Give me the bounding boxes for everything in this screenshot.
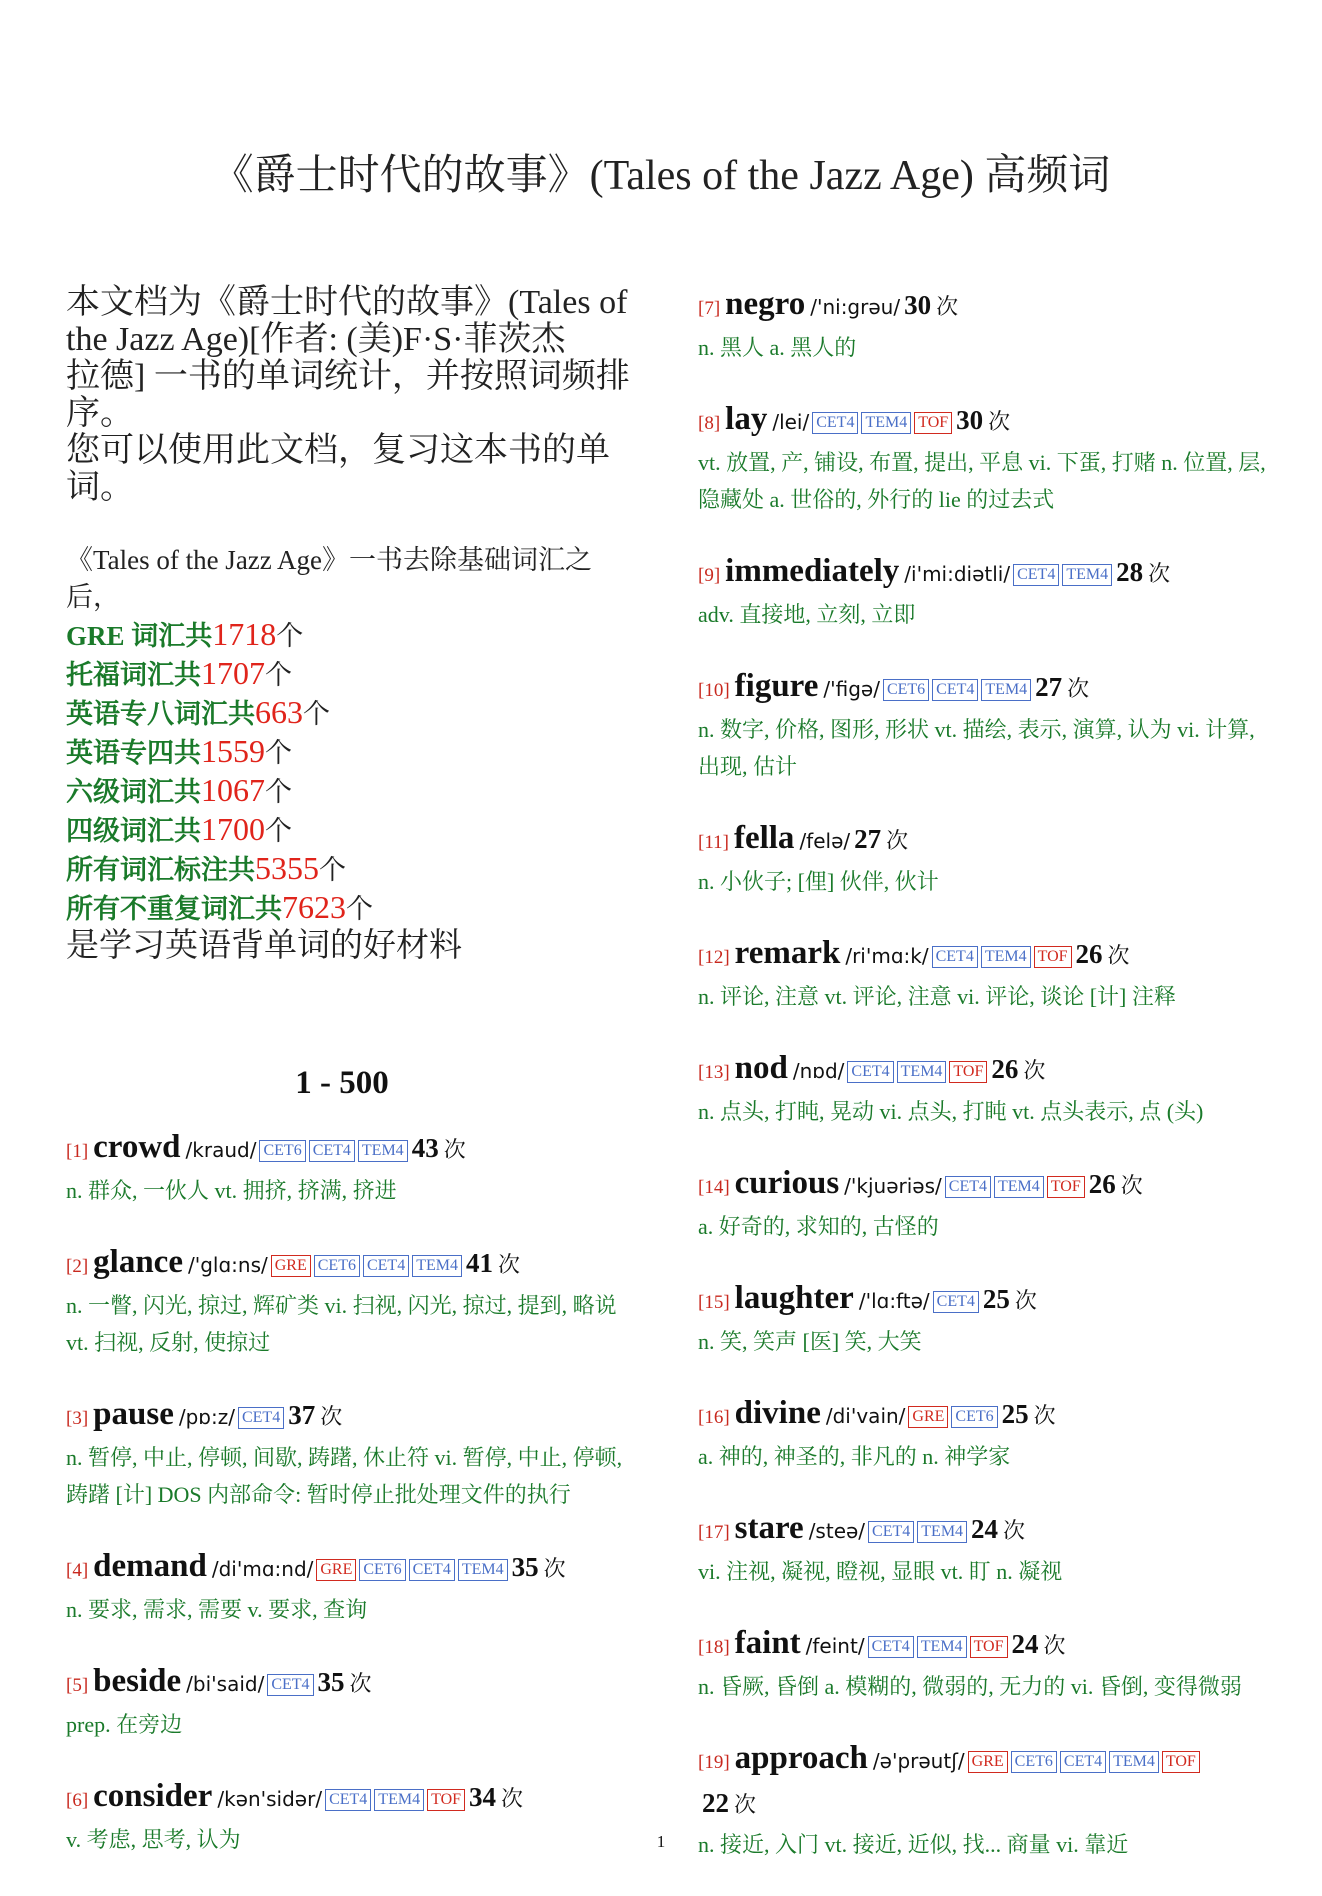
exam-tag-tem4: TEM4: [1062, 564, 1112, 586]
exam-tag-cet6: CET6: [1011, 1751, 1057, 1773]
exam-tag-cet4: CET4: [1060, 1751, 1106, 1773]
frequency-unit: 次: [1148, 561, 1171, 586]
entry-head: [66, 1127, 638, 1172]
stat-unit: 个: [265, 660, 292, 690]
entry-word: beside: [93, 1663, 182, 1699]
entry-rank: [5]: [66, 1675, 89, 1696]
entry-definition: n. 评论, 注意 vt. 评论, 注意 vi. 评论, 谈论 [计] 注释: [698, 984, 1176, 1009]
stat-all-unique: [66, 889, 638, 928]
entry-head: [66, 1242, 638, 1287]
frequency-unit: 次: [734, 1792, 757, 1817]
entry-head: [66, 1661, 638, 1706]
frequency-unit: 次: [988, 409, 1011, 434]
stat-label: 英语专八词汇共: [66, 699, 255, 729]
entry-rank: [8]: [698, 413, 721, 434]
entry-rank: [4]: [66, 1560, 89, 1581]
entry-head: [698, 551, 1278, 596]
frequency-unit: 次: [936, 294, 959, 319]
exam-tag-tem4: TEM4: [358, 1140, 408, 1162]
entry-head: [698, 666, 1278, 711]
entry-frequency: 27: [1035, 672, 1063, 702]
exam-tag-gre: GRE: [908, 1406, 948, 1428]
exam-tag-cet4: CET4: [933, 1291, 979, 1313]
entry-frequency: 37: [288, 1400, 316, 1430]
entry-frequency: 22: [702, 1788, 729, 1818]
entry-definition: a. 神的, 神圣的, 非凡的 n. 神学家: [698, 1444, 1011, 1469]
entry-definition: vt. 放置, 产, 铺设, 布置, 提出, 平息 vi. 下蛋, 打赌 n. 位置, 层, 隐藏处 a. 世俗的, 外行的 lie 的过去式: [698, 450, 1266, 512]
stat-unit: 个: [265, 777, 292, 807]
page-title: 《爵士时代的故事》(Tales of the Jazz Age) 高频词: [211, 153, 1111, 199]
page-number: 1: [656, 1832, 666, 1851]
entry-phonetic: /felə/: [799, 829, 851, 853]
entry-phonetic: /steə/: [808, 1519, 866, 1543]
exam-tag-tem4: TEM4: [981, 679, 1031, 701]
entry-frequency: 24: [1011, 1629, 1039, 1659]
entry-frequency: 34: [469, 1782, 497, 1812]
stat-count: 1718: [212, 616, 277, 652]
entry-definition: v. 考虑, 思考, 认为: [66, 1827, 241, 1852]
word-entry: [698, 1393, 1278, 1475]
entry-word: faint: [734, 1625, 801, 1661]
word-entry: [698, 666, 1278, 785]
frequency-unit: 次: [1023, 1058, 1046, 1083]
frequency-unit: 次: [349, 1671, 372, 1696]
word-entry: [66, 1242, 638, 1361]
entry-rank: [16]: [698, 1407, 730, 1428]
frequency-unit: 次: [320, 1404, 343, 1429]
entry-phonetic: /di'vain/: [825, 1404, 906, 1428]
entry-frequency: 25: [1001, 1399, 1029, 1429]
entry-word: consider: [93, 1778, 213, 1814]
entry-phonetic: /di'mɑ:nd/: [211, 1557, 314, 1581]
exam-tag-tem4: TEM4: [412, 1255, 462, 1277]
word-entry: [66, 1661, 638, 1743]
entry-frequency: 41: [465, 1248, 493, 1278]
exam-tag-cet4: CET4: [932, 946, 978, 968]
entry-rank: [17]: [698, 1522, 730, 1543]
entry-word: negro: [725, 286, 806, 322]
exam-tag-gre: GRE: [968, 1751, 1008, 1773]
stats-lead: 《Tales of the Jazz Age》一书去除基础词汇之后，: [66, 545, 593, 612]
stat-count: 5355: [255, 850, 319, 886]
intro-line: 本文档为《爵士时代的故事》(Tales of: [66, 284, 628, 321]
stat-unit: 个: [319, 855, 346, 885]
stat-count: 1067: [201, 772, 265, 808]
entry-rank: [2]: [66, 1256, 89, 1277]
frequency-unit: 次: [1003, 1518, 1026, 1543]
stat-label: 英语专四共: [66, 738, 201, 768]
entry-definition: n. 要求, 需求, 需要 v. 要求, 查询: [66, 1597, 368, 1622]
entry-word: remark: [734, 935, 841, 971]
word-entry: [698, 818, 1278, 900]
intro-paragraph: [66, 284, 638, 506]
frequency-unit: 次: [886, 828, 909, 853]
exam-tag-tem4: TEM4: [994, 1176, 1044, 1198]
entry-rank: [15]: [698, 1292, 730, 1313]
frequency-unit: 次: [1033, 1403, 1056, 1428]
stat-label: 托福词汇共: [66, 660, 201, 690]
entry-rank: [14]: [698, 1177, 730, 1198]
entry-word: nod: [734, 1050, 788, 1086]
word-entry: [698, 1278, 1278, 1360]
entry-frequency-line: [698, 1783, 1278, 1826]
entry-definition: n. 暂停, 中止, 停顿, 间歇, 踌躇, 休止符 vi. 暂停, 中止, 停顿, 踌躇 [计] DOS 内部命令: 暂时停止批处理文件的执行: [66, 1445, 623, 1507]
exam-tag-tof: TOF: [1034, 946, 1072, 968]
exam-tag-cet4: CET4: [267, 1674, 313, 1696]
word-entry: [698, 1163, 1278, 1245]
entry-head: [66, 1394, 638, 1439]
entry-phonetic: /ə'prəutʃ/: [872, 1749, 965, 1773]
entry-word: divine: [734, 1395, 821, 1431]
entry-definition: n. 接近, 入门 vt. 接近, 近似, 找... 商量 vi. 靠近: [698, 1832, 1129, 1857]
frequency-unit: 次: [501, 1786, 524, 1811]
stat-count: 7623: [282, 889, 346, 925]
entry-phonetic: /nɒd/: [792, 1059, 845, 1083]
stat-cet6: [66, 772, 638, 811]
entry-phonetic: /lei/: [772, 410, 810, 434]
stat-label: 六级词汇共: [66, 777, 201, 807]
entry-definition: n. 点头, 打盹, 晃动 vi. 点头, 打盹 vt. 点头表示, 点 (头): [698, 1099, 1204, 1124]
entry-definition: n. 小伙子; [俚] 伙伴, 伙计: [698, 869, 939, 894]
exam-tag-cet4: CET4: [868, 1636, 914, 1658]
entry-frequency: 43: [411, 1133, 439, 1163]
frequency-unit: 次: [1067, 676, 1090, 701]
intro-line: 序。: [66, 395, 134, 432]
stat-gre: [66, 616, 638, 655]
stat-unit: 个: [276, 621, 304, 651]
exam-tag-tof: TOF: [949, 1061, 987, 1083]
exam-tag-tof: TOF: [1162, 1751, 1200, 1773]
entry-head: [698, 1163, 1278, 1208]
entry-definition: n. 数字, 价格, 图形, 形状 vt. 描绘, 表示, 演算, 认为 vi. 计算, 出现, 估计: [698, 717, 1255, 779]
entry-rank: [1]: [66, 1141, 89, 1162]
entry-frequency: 26: [1088, 1169, 1116, 1199]
entry-phonetic: /bi'said/: [186, 1672, 265, 1696]
exam-tag-cet4: CET4: [325, 1789, 371, 1811]
stat-cet4: [66, 811, 638, 850]
entry-definition: a. 好奇的, 求知的, 古怪的: [698, 1214, 939, 1239]
entry-head: [698, 1508, 1278, 1553]
frequency-unit: 次: [1120, 1173, 1143, 1198]
word-entry: [698, 399, 1278, 518]
entry-phonetic: /'kjuəriəs/: [844, 1174, 942, 1198]
entry-head: [698, 1393, 1278, 1438]
entry-head: [698, 1738, 1278, 1826]
entry-phonetic: /kraud/: [185, 1138, 257, 1162]
entry-word: pause: [93, 1396, 174, 1432]
entry-definition: n. 笑, 笑声 [医] 笑, 大笑: [698, 1329, 922, 1354]
entry-frequency: 35: [317, 1667, 345, 1697]
entry-definition: n. 群众, 一伙人 vt. 拥挤, 挤满, 挤进: [66, 1178, 397, 1203]
exam-tag-cet4: CET4: [932, 679, 978, 701]
entry-definition: prep. 在旁边: [66, 1712, 183, 1737]
intro-line: 您可以使用此文档，复习这本书的单: [66, 432, 610, 469]
frequency-unit: 次: [497, 1252, 520, 1277]
entry-phonetic: /'glɑ:ns/: [187, 1253, 268, 1277]
stat-all-tagged: [66, 850, 638, 889]
entry-frequency: 28: [1116, 557, 1144, 587]
exam-tag-tem4: TEM4: [917, 1636, 967, 1658]
frequency-unit: 次: [443, 1137, 466, 1162]
entry-phonetic: /i'mi:diətli/: [904, 562, 1011, 586]
exam-tag-cet4: CET4: [238, 1407, 284, 1429]
vocabulary-stats: [66, 542, 638, 965]
frequency-unit: 次: [1014, 1288, 1037, 1313]
entry-rank: [12]: [698, 947, 730, 968]
entry-rank: [10]: [698, 680, 730, 701]
entry-rank: [11]: [698, 832, 729, 853]
entry-rank: [13]: [698, 1062, 730, 1083]
entry-head: [698, 1623, 1278, 1668]
exam-tag-cet6: CET6: [883, 679, 929, 701]
entry-word: curious: [734, 1165, 840, 1201]
stat-count: 1700: [201, 811, 265, 847]
entry-head: [698, 1278, 1278, 1323]
stat-label: 所有不重复词汇共: [66, 894, 282, 924]
entry-frequency: 30: [956, 405, 984, 435]
intro-line: 词。: [66, 469, 134, 506]
stat-count: 1707: [201, 655, 265, 691]
stat-label: 所有词汇标注共: [66, 855, 255, 885]
entry-definition: n. 昏厥, 昏倒 a. 模糊的, 微弱的, 无力的 vi. 昏倒, 变得微弱: [698, 1674, 1242, 1699]
stat-count: 1559: [201, 733, 265, 769]
entry-word: fella: [733, 820, 795, 856]
word-list-left: [66, 1127, 638, 1858]
stat-unit: 个: [265, 816, 292, 846]
exam-tag-tem4: TEM4: [374, 1789, 424, 1811]
stat-count: 663: [255, 694, 303, 730]
exam-tag-cet4: CET4: [409, 1559, 455, 1581]
entry-definition: n. 一瞥, 闪光, 掠过, 辉矿类 vi. 扫视, 闪光, 掠过, 提到, 略说 vt. 扫视, 反射, 使掠过: [66, 1293, 617, 1355]
exam-tag-cet4: CET4: [363, 1255, 409, 1277]
entry-head: [698, 399, 1278, 444]
exam-tag-gre: GRE: [271, 1255, 311, 1277]
entry-head: [66, 1776, 638, 1821]
entry-rank: [9]: [698, 565, 721, 586]
frequency-unit: 次: [1107, 943, 1130, 968]
entry-word: demand: [93, 1548, 207, 1584]
exam-tag-tof: TOF: [914, 412, 952, 434]
entry-word: lay: [725, 401, 768, 437]
exam-tag-tof: TOF: [427, 1789, 465, 1811]
exam-tag-cet4: CET4: [847, 1061, 893, 1083]
exam-tag-cet4: CET4: [812, 412, 858, 434]
entry-phonetic: /feint/: [805, 1634, 865, 1658]
entry-word: figure: [734, 668, 819, 704]
entry-rank: [18]: [698, 1637, 730, 1658]
left-column: [66, 284, 638, 1891]
entry-definition: vi. 注视, 凝视, 瞪视, 显眼 vt. 盯 n. 凝视: [698, 1559, 1063, 1584]
entry-word: stare: [734, 1510, 804, 1546]
entry-head: [698, 1048, 1278, 1093]
exam-tag-tem4: TEM4: [1109, 1751, 1159, 1773]
entry-word: glance: [93, 1244, 183, 1280]
stat-tem4: [66, 733, 638, 772]
entry-frequency: 26: [1075, 939, 1103, 969]
exam-tag-cet6: CET6: [314, 1255, 360, 1277]
exam-tag-cet4: CET4: [1013, 564, 1059, 586]
exam-tag-cet4: CET4: [868, 1521, 914, 1543]
word-entry: [698, 551, 1278, 633]
word-entry: [698, 1508, 1278, 1590]
entry-frequency: 26: [991, 1054, 1019, 1084]
entry-head: [698, 818, 1278, 863]
exam-tag-tem4: TEM4: [458, 1559, 508, 1581]
word-entry: [698, 933, 1278, 1015]
exam-tag-cet4: CET4: [945, 1176, 991, 1198]
entry-phonetic: /pɒ:z/: [178, 1405, 235, 1429]
exam-tag-tem4: TEM4: [981, 946, 1031, 968]
entry-head: [66, 1546, 638, 1591]
word-entry: [698, 284, 1278, 366]
entry-word: crowd: [93, 1129, 181, 1165]
entry-rank: [3]: [66, 1408, 89, 1429]
entry-phonetic: /kən'sidər/: [217, 1787, 323, 1811]
stat-toefl: [66, 655, 638, 694]
exam-tag-tem4: TEM4: [861, 412, 911, 434]
intro-line: 拉德] 一书的单词统计，并按照词频排: [66, 358, 630, 395]
right-column: [698, 284, 1278, 1896]
entry-rank: [19]: [698, 1752, 730, 1773]
exam-tag-cet4: CET4: [309, 1140, 355, 1162]
entry-rank: [7]: [698, 298, 721, 319]
word-entry: [698, 1623, 1278, 1705]
stat-label: 四级词汇共: [66, 816, 201, 846]
entry-head: [698, 933, 1278, 978]
exam-tag-gre: GRE: [316, 1559, 356, 1581]
section-heading: 1 - 500: [295, 1065, 389, 1101]
entry-frequency: 25: [982, 1284, 1010, 1314]
frequency-unit: 次: [1043, 1633, 1066, 1658]
entry-definition: adv. 直接地, 立刻, 立即: [698, 602, 916, 627]
stat-label: GRE 词汇共: [66, 621, 213, 651]
stat-unit: 个: [265, 738, 292, 768]
word-entry: [66, 1546, 638, 1628]
entry-phonetic: /'figə/: [823, 677, 880, 701]
intro-line: the Jazz Age)[作者: (美)F·S·菲茨杰: [66, 321, 566, 358]
stat-unit: 个: [303, 699, 330, 729]
exam-tag-tem4: TEM4: [917, 1521, 967, 1543]
entry-definition: n. 黑人 a. 黑人的: [698, 335, 857, 360]
exam-tag-cet6: CET6: [259, 1140, 305, 1162]
entry-word: approach: [734, 1740, 868, 1776]
exam-tag-tof: TOF: [970, 1636, 1008, 1658]
entry-word: laughter: [734, 1280, 854, 1316]
frequency-unit: 次: [543, 1556, 566, 1581]
word-entry: [66, 1127, 638, 1209]
stat-unit: 个: [346, 894, 373, 924]
exam-tag-cet6: CET6: [359, 1559, 405, 1581]
entry-frequency: 27: [854, 824, 882, 854]
word-entry: [698, 1048, 1278, 1130]
entry-phonetic: /'ni:grəu/: [810, 295, 901, 319]
entry-frequency: 24: [971, 1514, 999, 1544]
entry-rank: [6]: [66, 1790, 89, 1811]
entry-head: [698, 284, 1278, 329]
stats-closing: 是学习英语背单词的好材料: [66, 928, 462, 964]
exam-tag-tof: TOF: [1047, 1176, 1085, 1198]
word-entry: [66, 1394, 638, 1513]
word-list-right: [698, 284, 1278, 1863]
entry-frequency: 30: [904, 290, 932, 320]
entry-phonetic: /'lɑ:ftə/: [858, 1289, 930, 1313]
exam-tag-tem4: TEM4: [897, 1061, 947, 1083]
entry-word: immediately: [725, 553, 900, 589]
entry-phonetic: /ri'mɑ:k/: [845, 944, 929, 968]
entry-frequency: 35: [511, 1552, 539, 1582]
exam-tag-cet6: CET6: [951, 1406, 997, 1428]
stat-tem8: [66, 694, 638, 733]
